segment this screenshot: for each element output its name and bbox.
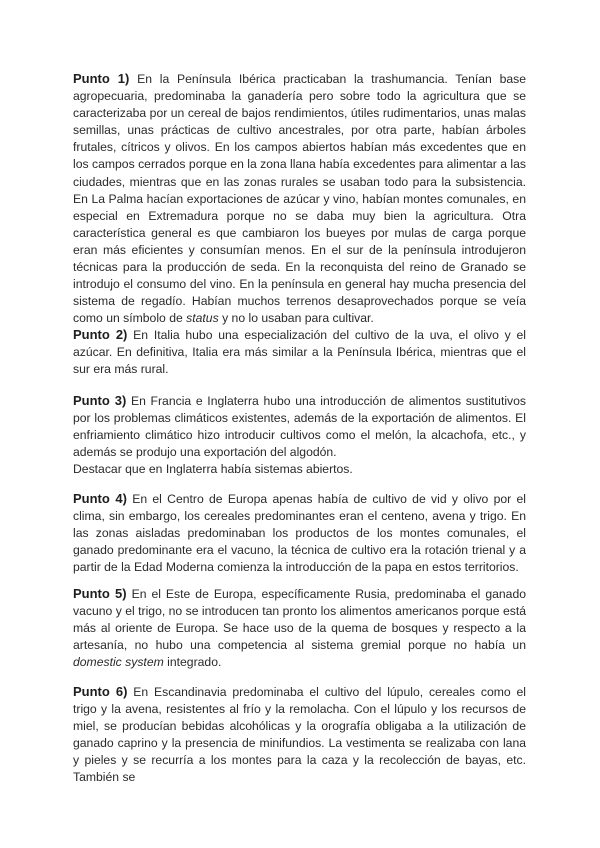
paragraph-punto-2 (73, 326, 526, 378)
paragraph-punto-1 (73, 70, 526, 327)
section-text-tail: y no lo usaban para cultivar. (222, 311, 374, 326)
paragraph-punto-4 (73, 490, 526, 576)
section-label: Punto 3) (73, 393, 127, 408)
section-label: Punto 5) (73, 586, 127, 601)
section-text: En Escandinavia predominaba el cultivo del lúpulo, cereales como el trigo y la avena, resistentes al frío y la remolacha. Con el lúpulo y los recursos de miel, se producían bebidas alcohólicas y la orografía obligaba a la utilización de ganado caprino y la presencia de minifundios. La vestimenta se realizaba con lana y pieles y se recurría a los montes para la caza y la recolección de bayas, etc. También se (73, 685, 526, 785)
italic-term: domestic system (73, 655, 164, 670)
section-text: En Francia e Inglaterra hubo una introducción de alimentos sustitutivos por los problemas climáticos existentes, además de la exportación de alimentos. El enfriamiento climático hizo introducir cultivos como el melón, la alcachofa, etc., y además se produjo una exportación del algodón. (73, 394, 526, 460)
section-text-tail: integrado. (167, 655, 222, 670)
paragraph-punto-6 (73, 683, 526, 787)
section-label: Punto 4) (73, 491, 127, 506)
section-label: Punto 2) (73, 327, 128, 342)
section-text: En Italia hubo una especialización del cultivo de la uva, el olivo y el azúcar. En definitiva, Italia era más similar a la Península Ibérica, mientras que el sur era más rural. (73, 328, 526, 377)
italic-term: status (186, 311, 219, 326)
section-label: Punto 6) (73, 684, 128, 699)
section-text: En el Este de Europa, específicamente Rusia, predominaba el ganado vacuno y el trigo, no se introducen tan pronto los alimentos americanos porque está más al oriente de Europa. Se hace uso de la quema de bosques y respecto a la artesanía, no hubo una competencia al sistema gremial porque no había un (73, 587, 526, 653)
section-extra-line: Destacar que en Inglaterra había sistemas abiertos. (73, 462, 353, 477)
section-text: En el Centro de Europa apenas había de cultivo de vid y olivo por el clima, sin embargo, los cereales predominantes eran el centeno, avena y trigo. En las zonas aisladas predominaban los productos de los montes comunales, el ganado predominante era el vacuno, la técnica de cultivo era la rotación trienal y a partir de la Edad Moderna comienza la introducción de la papa en estos territorios. (73, 492, 527, 575)
paragraph-punto-3 (73, 392, 526, 478)
section-text: En la Península Ibérica practicaban la trashumancia. Tenían base agropecuaria, predominaba la ganadería pero sobre todo la agricultura que se caracterizaba por un cereal de bajos rendimientos, útiles rudimentarios, unas malas semillas, unas prácticas de cultivo ancestrales, por otra parte, habían árboles frutales, cítricos y olivos. En los campos abiertos habían más excedentes que en los campos cerrados porque en la zona llana había excedentes para alimentar a las ciudades, mientras que en las zonas rurales se usaban todo para la subsistencia. En La Palma hacían exportaciones de azúcar y vino, habían montes comunales, en especial en Extremadura porque no se daba muy bien la agricultura. Otra característica general es que cambiaron los bueyes por mulas de carga porque eran más eficientes y consumían menos. En el sur de la península introdujeron técnicas para la producción de seda. En la reconquista del reino de Granado se introdujo el consumo del vino. En la península en general hay mucha presencia del sistema de regadío. Habían muchos terrenos desaprovechados porque se veía como un símbolo de (73, 72, 527, 326)
paragraph-punto-5 (73, 585, 526, 671)
section-label: Punto 1) (73, 71, 130, 86)
